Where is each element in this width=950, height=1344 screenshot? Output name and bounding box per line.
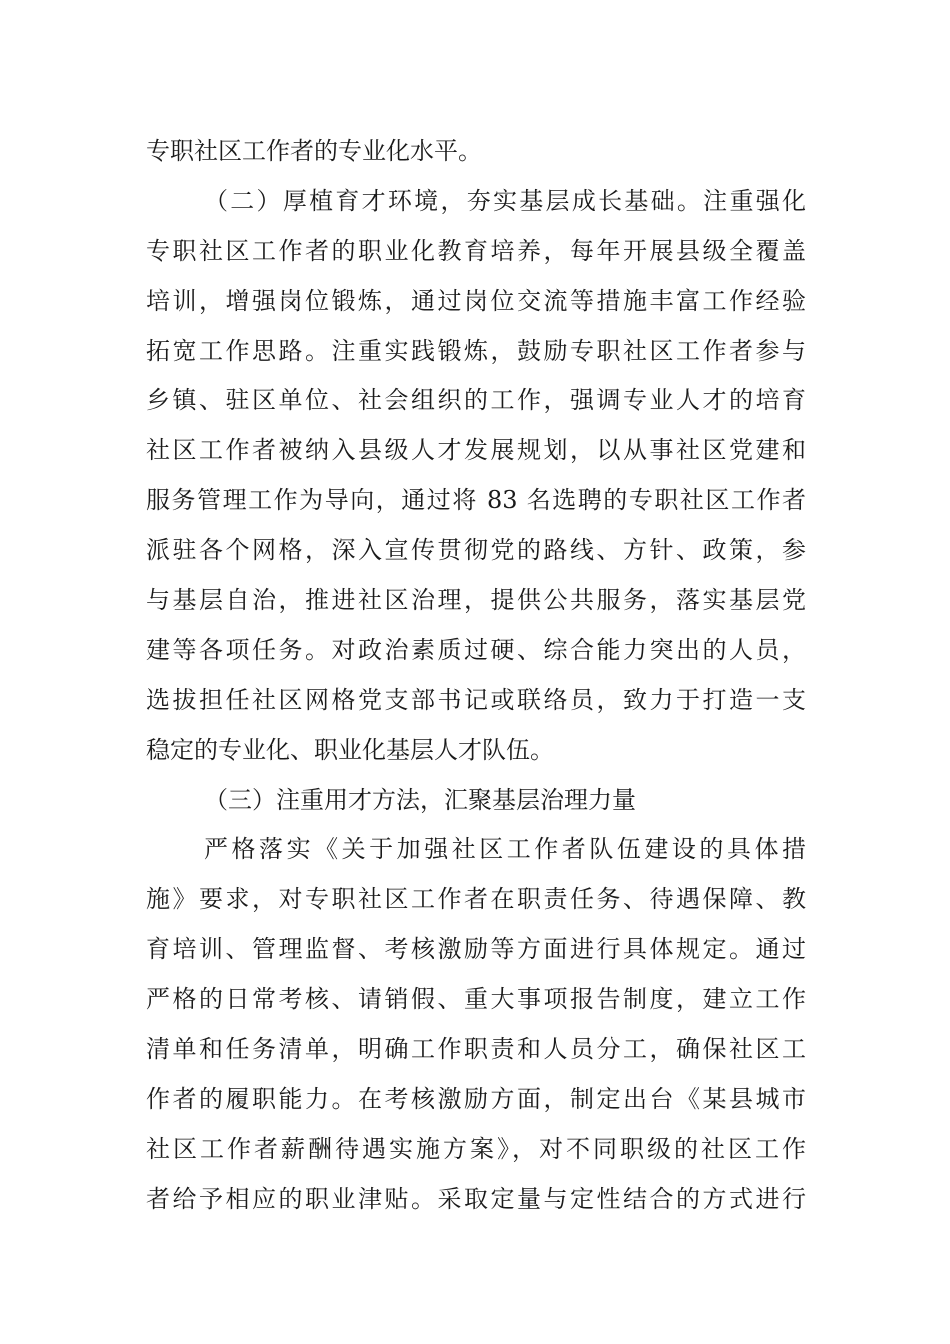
text-line: 服务管理工作为导向，通过将 83 名选聘的专职社区工作者 bbox=[146, 486, 806, 515]
text-line: （三）注重用才方法，汇聚基层治理力量 bbox=[204, 785, 636, 814]
text-line: 严格落实《关于加强社区工作者队伍建设的具体措 bbox=[204, 835, 806, 864]
text-line: 作者的履职能力。在考核激励方面，制定出台《某县城市 bbox=[146, 1084, 806, 1113]
text-line: 社区工作者薪酬待遇实施方案》，对不同职级的社区工作 bbox=[146, 1134, 806, 1163]
text-line: 严格的日常考核、请销假、重大事项报告制度，建立工作 bbox=[146, 985, 806, 1014]
text-line: 乡镇、驻区单位、社会组织的工作，强调专业人才的培育 bbox=[146, 386, 806, 415]
text-line: （二）厚植育才环境，夯实基层成长基础。注重强化 bbox=[204, 186, 806, 215]
text-line: 清单和任务清单，明确工作职责和人员分工，确保社区工 bbox=[146, 1035, 806, 1064]
body-text bbox=[146, 127, 806, 1225]
text-line: 派驻各个网格，深入宣传贯彻党的路线、方针、政策，参 bbox=[146, 536, 806, 565]
text-line: 培训，增强岗位锻炼，通过岗位交流等措施丰富工作经验 bbox=[146, 286, 806, 315]
text-line: 专职社区工作者的职业化教育培养，每年开展县级全覆盖 bbox=[146, 236, 806, 265]
text-line: 建等各项任务。对政治素质过硬、综合能力突出的人员， bbox=[146, 635, 806, 664]
text-line: 者给予相应的职业津贴。采取定量与定性结合的方式进行 bbox=[146, 1184, 806, 1213]
text-line: 拓宽工作思路。注重实践锻炼，鼓励专职社区工作者参与 bbox=[146, 336, 806, 365]
text-line: 稳定的专业化、职业化基层人才队伍。 bbox=[146, 735, 554, 764]
text-line: 专职社区工作者的专业化水平。 bbox=[146, 137, 482, 165]
text-line: 社区工作者被纳入县级人才发展规划，以从事社区党建和 bbox=[146, 436, 806, 465]
text-line: 育培训、管理监督、考核激励等方面进行具体规定。通过 bbox=[146, 935, 806, 964]
text-line: 与基层自治，推进社区治理，提供公共服务，落实基层党 bbox=[146, 586, 806, 615]
text-line: 施》要求，对专职社区工作者在职责任务、待遇保障、教 bbox=[146, 885, 806, 914]
text-line: 选拔担任社区网格党支部书记或联络员，致力于打造一支 bbox=[146, 685, 806, 714]
